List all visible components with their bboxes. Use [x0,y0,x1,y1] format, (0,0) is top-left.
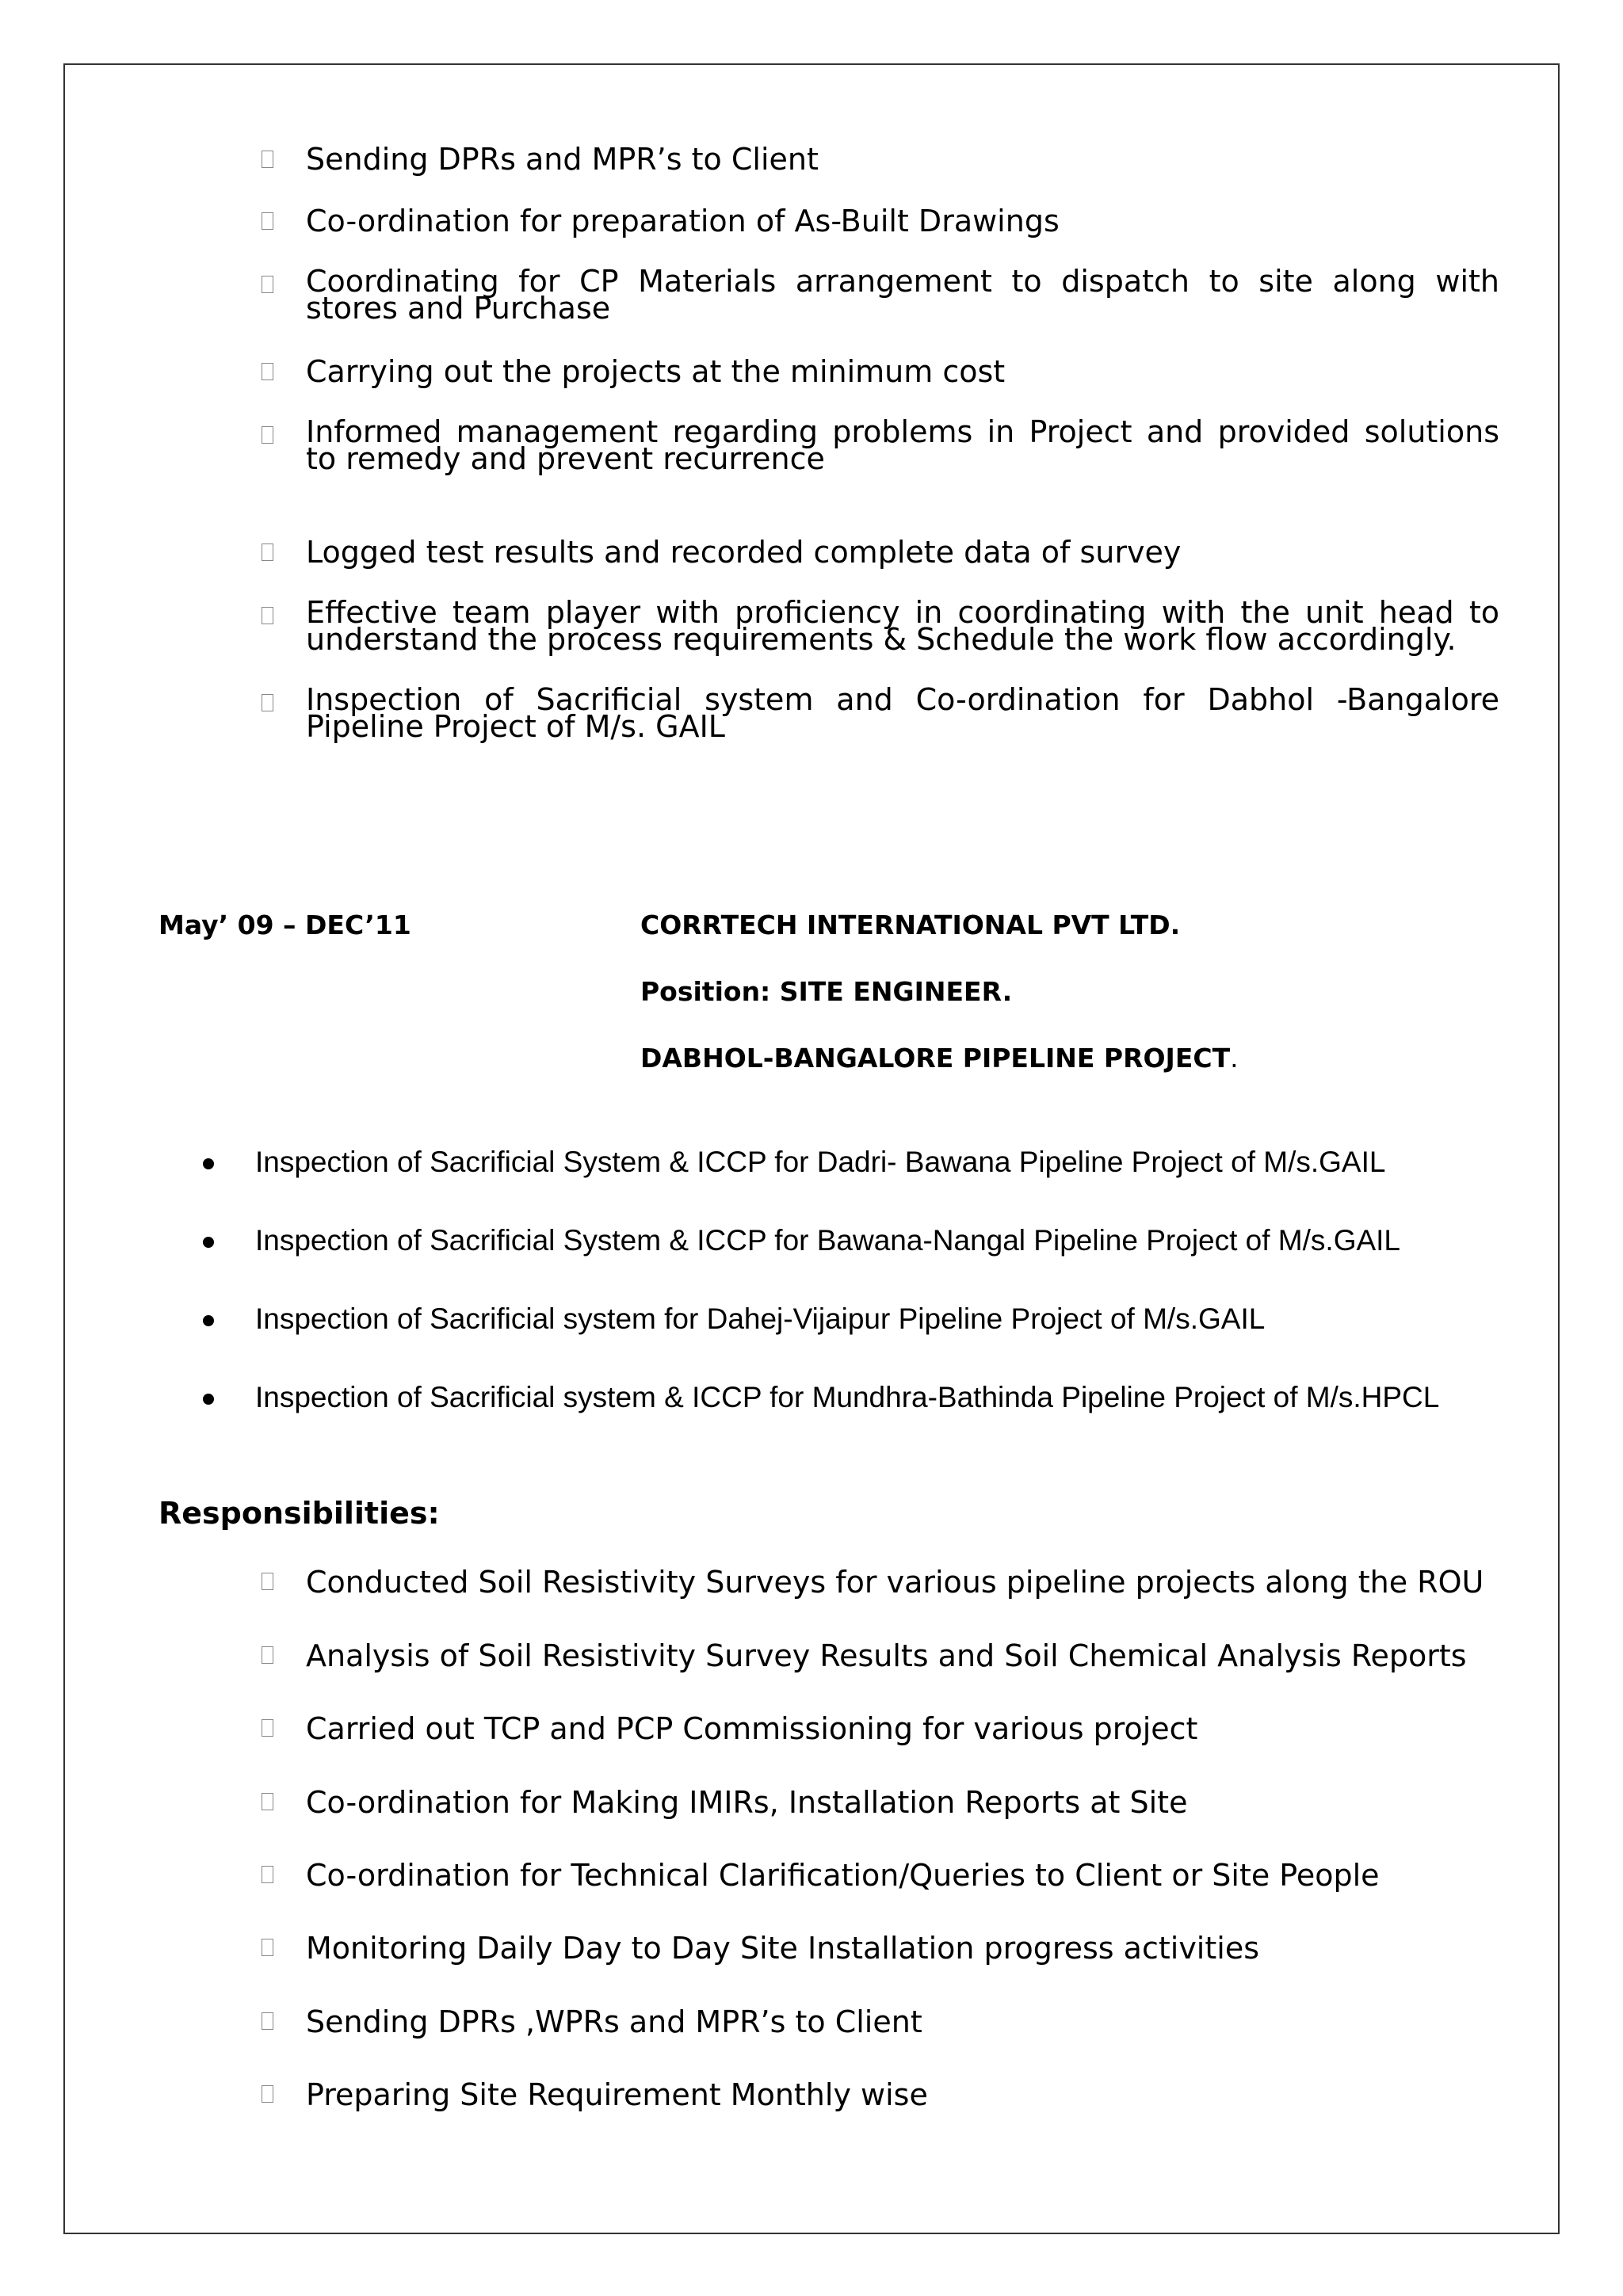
list-item-text: Carrying out the projects at the minimum cost [306,354,1006,389]
job-period: May’ 09 – DEC’11 [158,910,411,940]
list-item-text: Analysis of Soil Resistivity Survey Results and Soil Chemical Analysis Reports [306,1638,1467,1673]
bullet-icon [203,1315,214,1326]
checkbox-icon [262,2012,273,2030]
list-item-text: Carried out TCP and PCP Commissioning for various project [306,1711,1198,1746]
checkbox-icon [262,1646,273,1664]
checkbox-icon [262,212,273,230]
bullet-text: Inspection of Sacrificial system for Dahej-Vijaipur Pipeline Project of M/s.GAIL [255,1302,1266,1335]
project-name-line [640,1043,1239,1074]
bullet-text: Inspection of Sacrificial system & ICCP for Mundhra-Bathinda Pipeline Project of M/s.HPCL [255,1381,1440,1413]
checkbox-icon [262,363,273,380]
checkbox-icon [262,1573,273,1590]
checkbox-icon [262,694,273,711]
bullet-icon [203,1394,214,1405]
checkbox-icon [262,151,273,168]
list-item-text: Informed management regarding problems in Project and provided solutions to remedy and prevent recurrence [306,414,1499,476]
job-position: Position: SITE ENGINEER. [640,976,1013,1007]
checkbox-icon [262,1793,273,1810]
list-item-text: Co-ordination for Technical Clarification/Queries to Client or Site People [306,1858,1380,1893]
bullet-text: Inspection of Sacrificial System & ICCP for Bawana-Nangal Pipeline Project of M/s.GAIL [255,1224,1401,1257]
checkbox-icon [262,1719,273,1737]
responsibilities-heading: Responsibilities: [158,1496,440,1531]
list-item-text: Effective team player with proficiency in coordinating with the unit head to understand the process requirements & Schedule the work flow accordingly. [306,595,1499,657]
checkbox-icon [262,1939,273,1956]
project-suffix: . [1230,1043,1239,1074]
list-item-text: Co-ordination for preparation of As-Built Drawings [306,204,1060,238]
bullet-icon [203,1158,214,1169]
checkbox-icon [262,543,273,561]
checkbox-icon [262,1866,273,1883]
list-item-text: Sending DPRs ,WPRs and MPR’s to Client [306,2004,922,2039]
company-name: CORRTECH INTERNATIONAL PVT LTD. [640,910,1181,940]
list-item-text: Conducted Soil Resistivity Surveys for various pipeline projects along the ROU [306,1565,1484,1600]
bullet-text: Inspection of Sacrificial System & ICCP for Dadri- Bawana Pipeline Project of M/s.GAIL [255,1146,1386,1178]
list-item-text: Preparing Site Requirement Monthly wise [306,2077,928,2112]
bullet-icon [203,1237,214,1248]
checkbox-icon [262,607,273,624]
checkbox-icon [262,276,273,293]
checkbox-icon [262,426,273,444]
list-item-text: Inspection of Sacrificial system and Co-ordination for Dabhol -Bangalore Pipeline Project of M/s. GAIL [306,682,1499,744]
list-item-text: Monitoring Daily Day to Day Site Installation progress activities [306,1931,1259,1966]
list-item-text: Sending DPRs and MPR’s to Client [306,142,819,177]
list-item-text: Logged test results and recorded complete data of survey [306,535,1182,570]
project-name: DABHOL-BANGALORE PIPELINE PROJECT [640,1043,1231,1074]
list-item-text: Co-ordination for Making IMIRs, Installation Reports at Site [306,1785,1188,1820]
checkbox-icon [262,2085,273,2103]
list-item-text: Coordinating for CP Materials arrangement to dispatch to site along with stores and Purchase [306,264,1499,326]
